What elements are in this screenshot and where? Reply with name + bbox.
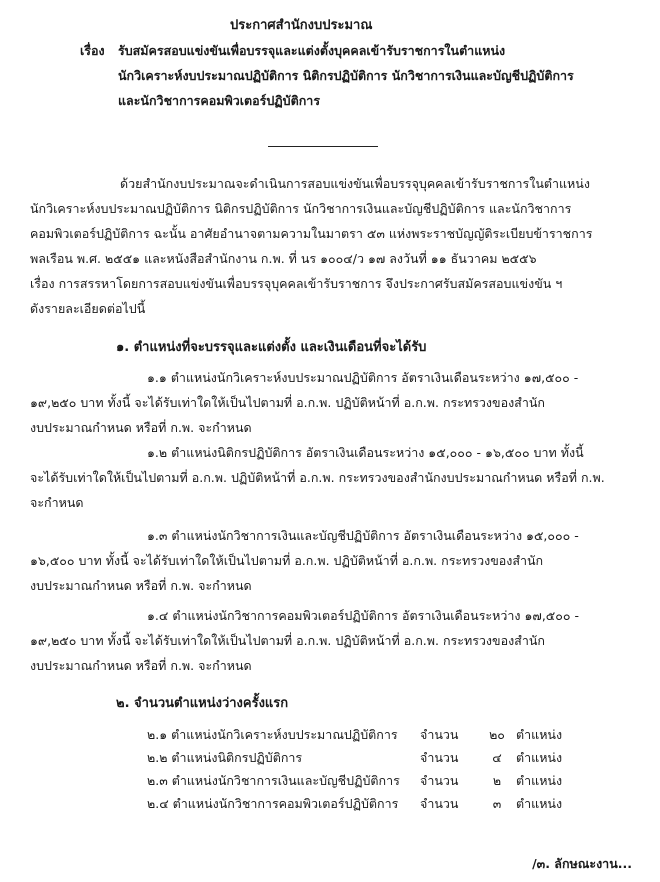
table-row <box>147 773 586 796</box>
subject-line: รับสมัครสอบแข่งขันเพื่อบรรจุและแต่งตั้งบุคคลเข้ารับราชการในตำแหน่ง <box>118 43 506 58</box>
salary-item-line: ๑.๒ ตำแหน่งนิติกรปฏิบัติการ อัตราเงินเดือนระหว่าง ๑๕,๐๐๐ - ๑๖,๕๐๐ บาท ทั้งนี้ <box>147 445 584 460</box>
intro-line: พลเรือน พ.ศ. ๒๕๕๑ และหนังสือสำนักงาน ก.พ. ที่ นร ๑๐๐๔/ว ๑๗ ลงวันที่ ๑๑ ธันวาคม ๒๕๕๖ <box>30 251 537 266</box>
salary-item-line: ๑.๓ ตำแหน่งนักวิชาการเงินและบัญชีปฏิบัติการ อัตราเงินเดือนระหว่าง ๑๕,๐๐๐ - <box>147 528 579 543</box>
section-heading: ๒. จำนวนตำแหน่งว่างครั้งแรก <box>116 696 289 711</box>
intro-line: ด้วยสำนักงบประมาณจะดำเนินการสอบแข่งขันเพื่อบรรจุบุคคลเข้ารับราชการในตำแหน่ง <box>120 176 590 191</box>
table-row <box>147 727 586 750</box>
intro-line: คอมพิวเตอร์ปฏิบัติการ ฉะนั้น อาศัยอำนาจตามความในมาตรา ๕๓ แห่งพระราชบัญญัติระเบียบข้าราชการ <box>30 226 593 241</box>
page-continuation: /๓. ลักษณะงาน... <box>532 856 632 871</box>
table-row <box>147 750 586 773</box>
subject-label: เรื่อง <box>80 43 105 58</box>
count-label: จำนวน <box>420 796 459 811</box>
salary-item-line: งบประมาณกำหนด หรือที่ ก.พ. จะกำหนด <box>30 578 252 593</box>
count-unit: ตำแหน่ง <box>516 750 563 765</box>
position-name: ๒.๔ ตำแหน่งนักวิชาการคอมพิวเตอร์ปฏิบัติการ <box>147 796 399 811</box>
salary-item-line: ๑๖,๕๐๐ บาท ทั้งนี้ จะได้รับเท่าใดให้เป็นไปตามที่ อ.ก.พ. ปฏิบัติหน้าที่ อ.ก.พ. กระทรวงของสำนัก <box>30 553 544 568</box>
vacancy-table <box>147 727 586 819</box>
salary-item-line: งบประมาณกำหนด หรือที่ ก.พ. จะกำหนด <box>30 420 252 435</box>
position-count: ๒๐ <box>489 727 505 742</box>
salary-item-line: ๑.๑ ตำแหน่งนักวิเคราะห์งบประมาณปฏิบัติการ อัตราเงินเดือนระหว่าง ๑๗,๕๐๐ - <box>147 370 579 385</box>
position-name: ๒.๓ ตำแหน่งนักวิชาการเงินและบัญชีปฏิบัติการ <box>147 773 400 788</box>
position-count: ๓ <box>492 796 502 811</box>
salary-item-line: ๑.๔ ตำแหน่งนักวิชาการคอมพิวเตอร์ปฏิบัติการ อัตราเงินเดือนระหว่าง ๑๗,๕๐๐ - <box>147 608 580 623</box>
intro-line: ดังรายละเอียดต่อไปนี้ <box>30 301 146 316</box>
intro-line: นักวิเคราะห์งบประมาณปฏิบัติการ นิติกรปฏิบัติการ นักวิชาการเงินและบัญชีปฏิบัติการ และนักวิชาการ <box>30 201 572 216</box>
salary-item-line: จะกำหนด <box>30 495 84 510</box>
salary-item-line: งบประมาณกำหนด หรือที่ ก.พ. จะกำหนด <box>30 658 252 673</box>
page-title: ประกาศสำนักงบประมาณ <box>230 18 373 33</box>
count-unit: ตำแหน่ง <box>516 727 563 742</box>
intro-line: เรื่อง การสรรหาโดยการสอบแข่งขันเพื่อบรรจุบุคคลเข้ารับราชการ จึงประกาศรับสมัครสอบแข่งขัน ฯ <box>30 276 563 291</box>
subject-line: และนักวิชาการคอมพิวเตอร์ปฏิบัติการ <box>118 93 321 108</box>
title-divider <box>268 146 378 147</box>
position-name: ๒.๑ ตำแหน่งนักวิเคราะห์งบประมาณปฏิบัติการ <box>147 727 398 742</box>
position-count: ๒ <box>492 773 502 788</box>
count-label: จำนวน <box>420 750 459 765</box>
position-name: ๒.๒ ตำแหน่งนิติกรปฏิบัติการ <box>147 750 303 765</box>
count-unit: ตำแหน่ง <box>516 773 563 788</box>
salary-item-line: ๑๙,๒๕๐ บาท ทั้งนี้ จะได้รับเท่าใดให้เป็นไปตามที่ อ.ก.พ. ปฏิบัติหน้าที่ อ.ก.พ. กระทรวงของสำนัก <box>30 395 545 410</box>
table-row <box>147 796 586 819</box>
section-heading: ๑. ตำแหน่งที่จะบรรจุและแต่งตั้ง และเงินเดือนที่จะได้รับ <box>116 340 427 355</box>
salary-item-line: จะได้รับเท่าใดให้เป็นไปตามที่ อ.ก.พ. ปฏิบัติหน้าที่ อ.ก.พ. กระทรวงของสำนักงบประมาณกำหนด หรือที่ ก.พ. <box>30 470 605 485</box>
count-unit: ตำแหน่ง <box>516 796 563 811</box>
count-label: จำนวน <box>420 773 459 788</box>
subject-line: นักวิเคราะห์งบประมาณปฏิบัติการ นิติกรปฏิบัติการ นักวิชาการเงินและบัญชีปฏิบัติการ <box>118 68 574 83</box>
salary-item-line: ๑๙,๒๕๐ บาท ทั้งนี้ จะได้รับเท่าใดให้เป็นไปตามที่ อ.ก.พ. ปฏิบัติหน้าที่ อ.ก.พ. กระทรวงของสำนัก <box>30 633 545 648</box>
count-label: จำนวน <box>420 727 459 742</box>
position-count: ๔ <box>492 750 502 765</box>
